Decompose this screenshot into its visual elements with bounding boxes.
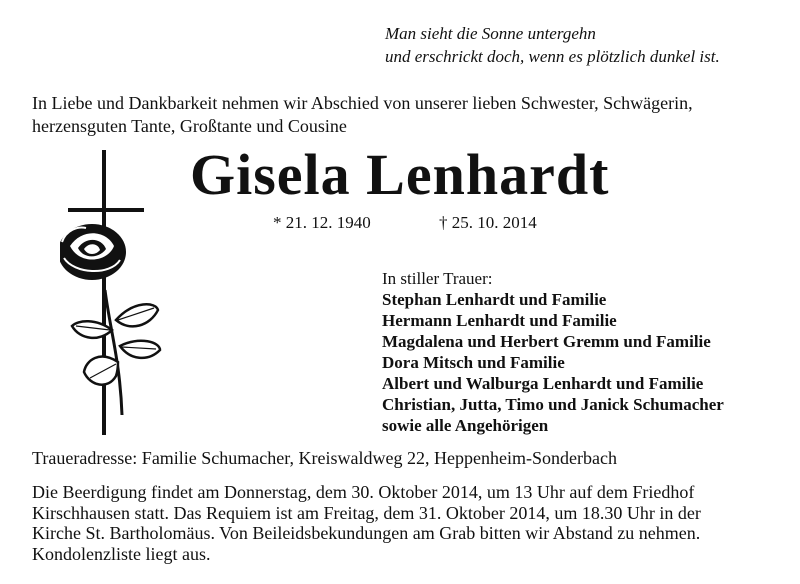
quote-line: Man sieht die Sonne untergehn xyxy=(385,24,596,43)
mourner-entry: sowie alle Angehörigen xyxy=(382,416,549,435)
epigraph-quote xyxy=(385,22,720,68)
mourners-heading: In stiller Trauer: xyxy=(382,269,493,288)
mourner-entry: Hermann Lenhardt und Familie xyxy=(382,311,617,330)
death-date: † 25. 10. 2014 xyxy=(439,213,537,232)
mourner-entry: Christian, Jutta, Timo und Janick Schumacher xyxy=(382,395,724,414)
mourners-list xyxy=(382,268,724,436)
quote-line: und erschrickt doch, wenn es plötzlich dunkel ist. xyxy=(385,47,720,66)
mourning-address: Traueradresse: Familie Schumacher, Kreiswaldweg 22, Heppenheim-Sonderbach xyxy=(32,448,617,468)
funeral-line: Die Beerdigung findet am Donnerstag, dem 30. Oktober 2014, um 13 Uhr auf dem Friedhof xyxy=(32,482,695,502)
intro-line: In Liebe und Dankbarkeit nehmen wir Abschied von unserer lieben Schwester, Schwägerin, xyxy=(32,93,693,113)
funeral-line: Kirche St. Bartholomäus. Von Beileidsbekundungen am Grab bitten wir Abstand zu nehmen. xyxy=(32,523,701,543)
funeral-line: Kirschhausen statt. Das Requiem ist am Freitag, dem 31. Oktober 2014, um 18.30 Uhr in der xyxy=(32,502,701,523)
funeral-line: Kondolenzliste liegt aus. xyxy=(32,543,211,564)
cross-with-rose-icon xyxy=(60,150,170,440)
deceased-name: Gisela Lenhardt xyxy=(190,142,610,207)
birth-date: * 21. 12. 1940 xyxy=(273,213,371,232)
funeral-details xyxy=(32,482,792,564)
mourner-entry: Dora Mitsch und Familie xyxy=(382,353,565,372)
intro-line: herzensguten Tante, Großtante und Cousine xyxy=(32,116,347,136)
intro-text xyxy=(32,92,792,138)
mourner-entry: Albert und Walburga Lenhardt und Familie xyxy=(382,374,704,393)
mourner-entry: Magdalena und Herbert Gremm und Familie xyxy=(382,332,711,351)
mourner-entry: Stephan Lenhardt und Familie xyxy=(382,290,607,309)
